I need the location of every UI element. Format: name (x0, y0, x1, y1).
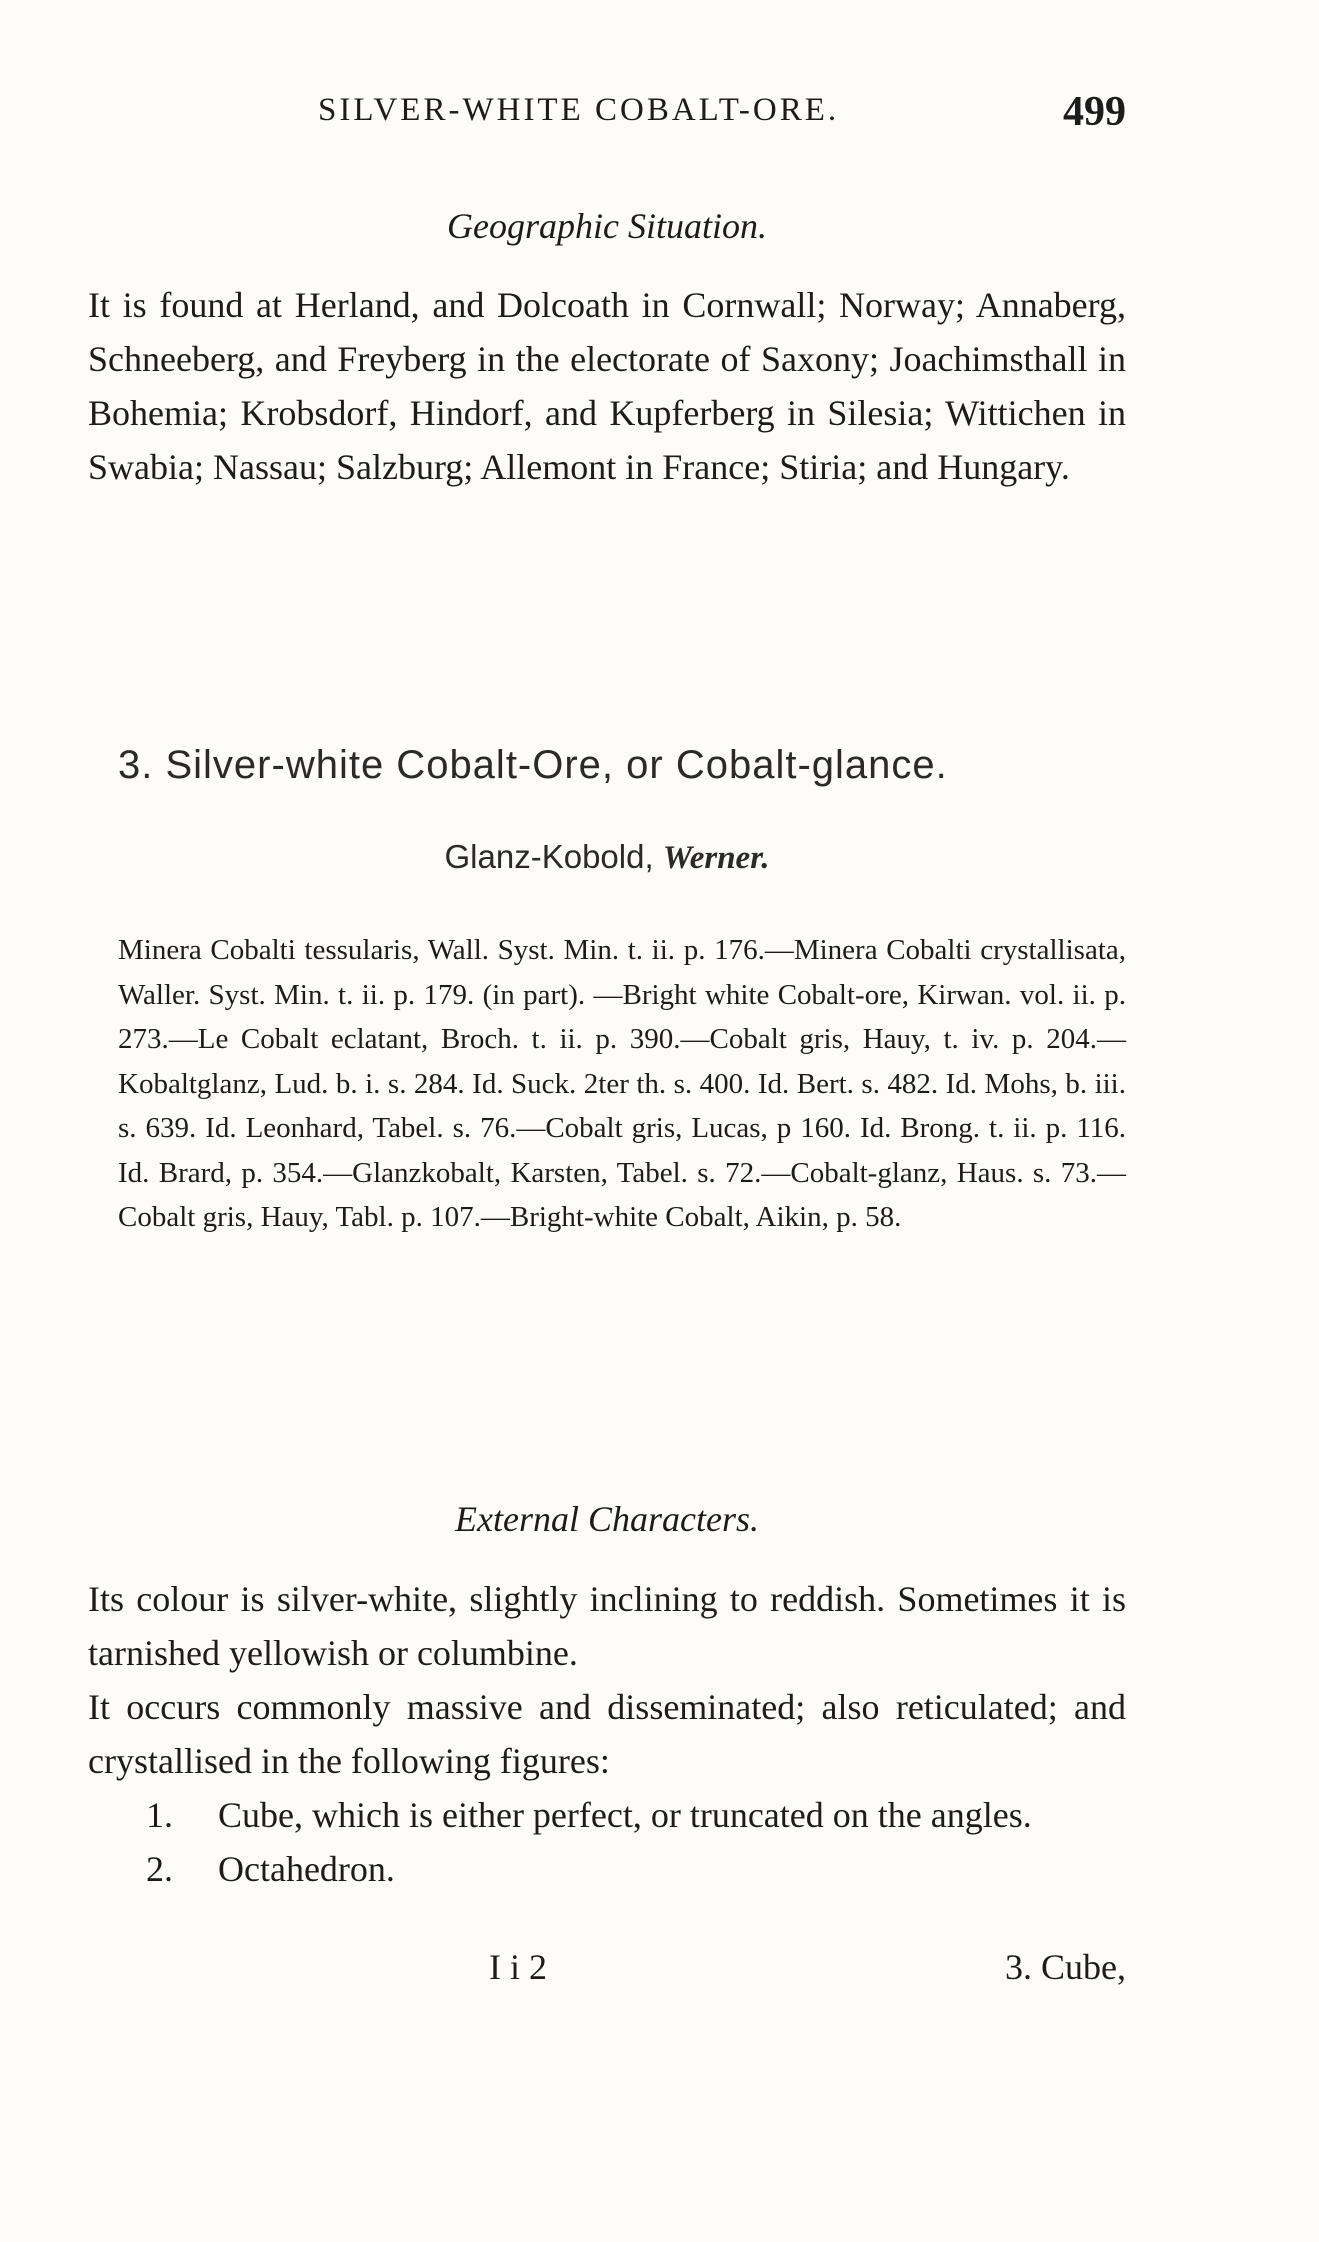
species-title: 3. Silver-white Cobalt-Ore, or Cobalt-glance. (118, 743, 948, 787)
synonym-author: Werner. (662, 840, 770, 876)
list-item (88, 1788, 1126, 1842)
external-characters-text (88, 1572, 1126, 1788)
synonymy-references: Minera Cobalti tessularis, Wall. Syst. Min. t. ii. p. 176.—Minera Cobalti crystallisata, Waller. Syst. Min. t. ii. p. 179. (in part). —Bright white Cobalt-ore, Kirwan. vol. ii. p. 273.—Le Cobalt eclatant, Broch. t. ii. p. 390.—Cobalt gris, Hauy, t. iv. p. 204.—Kobaltglanz, Lud. b. i. s. 284. Id. Suck. 2ter th. s. 400. Id. Bert. s. 482. Id. Mohs, b. iii. s. 639. Id. Leonhard, Tabel. s. 76.—Cobalt gris, Lucas, p 160. Id. Brong. t. ii. p. 116. Id. Brard, p. 354.—Glanzkobalt, Karsten, Tabel. s. 72.—Cobalt-glanz, Haus. s. 73.—Cobalt gris, Hauy, Tabl. p. 107.—Bright-white Cobalt, Aikin, p. 58. (118, 934, 1126, 1233)
list-item-number: 2. (146, 1849, 173, 1889)
external-characters-heading: External Characters. (455, 1499, 759, 1539)
list-item-number: 1. (146, 1795, 173, 1835)
list-item (88, 1842, 1126, 1896)
crystal-figures-list (88, 1788, 1126, 1896)
geographic-situation-text (88, 278, 1126, 494)
werner-synonym (88, 838, 1126, 877)
geographic-situation-heading: Geographic Situation. (447, 206, 767, 246)
catchword: 3. Cube, (1005, 1947, 1126, 1987)
occurrence-paragraph: It occurs commonly massive and disseminated; also reticulated; and crystallised in the following figures: (88, 1687, 1126, 1781)
synonym-name: Glanz-Kobold, (444, 838, 654, 875)
running-head (318, 89, 1126, 142)
list-item-text: Cube, which is either perfect, or truncated on the angles. (218, 1795, 1032, 1835)
signature-mark: I i 2 (489, 1947, 547, 1987)
colour-paragraph: Its colour is silver-white, slightly inclining to reddish. Sometimes it is tarnished yellowish or columbine. (88, 1579, 1126, 1673)
page-number: 499 (1063, 89, 1126, 135)
running-title: SILVER-WHITE COBALT-ORE. (318, 92, 840, 128)
list-item-text: Octahedron. (218, 1849, 395, 1889)
geographic-paragraph: It is found at Herland, and Dolcoath in Cornwall; Norway; Annaberg, Schneeberg, and Freyberg in the electorate of Saxony; Joachimsthall in Bohemia; Krobsdorf, Hindorf, and Kupferberg in Silesia; Wittichen in Swabia; Nassau; Salzburg; Allemont in France; Stiria; and Hungary. (88, 285, 1126, 487)
